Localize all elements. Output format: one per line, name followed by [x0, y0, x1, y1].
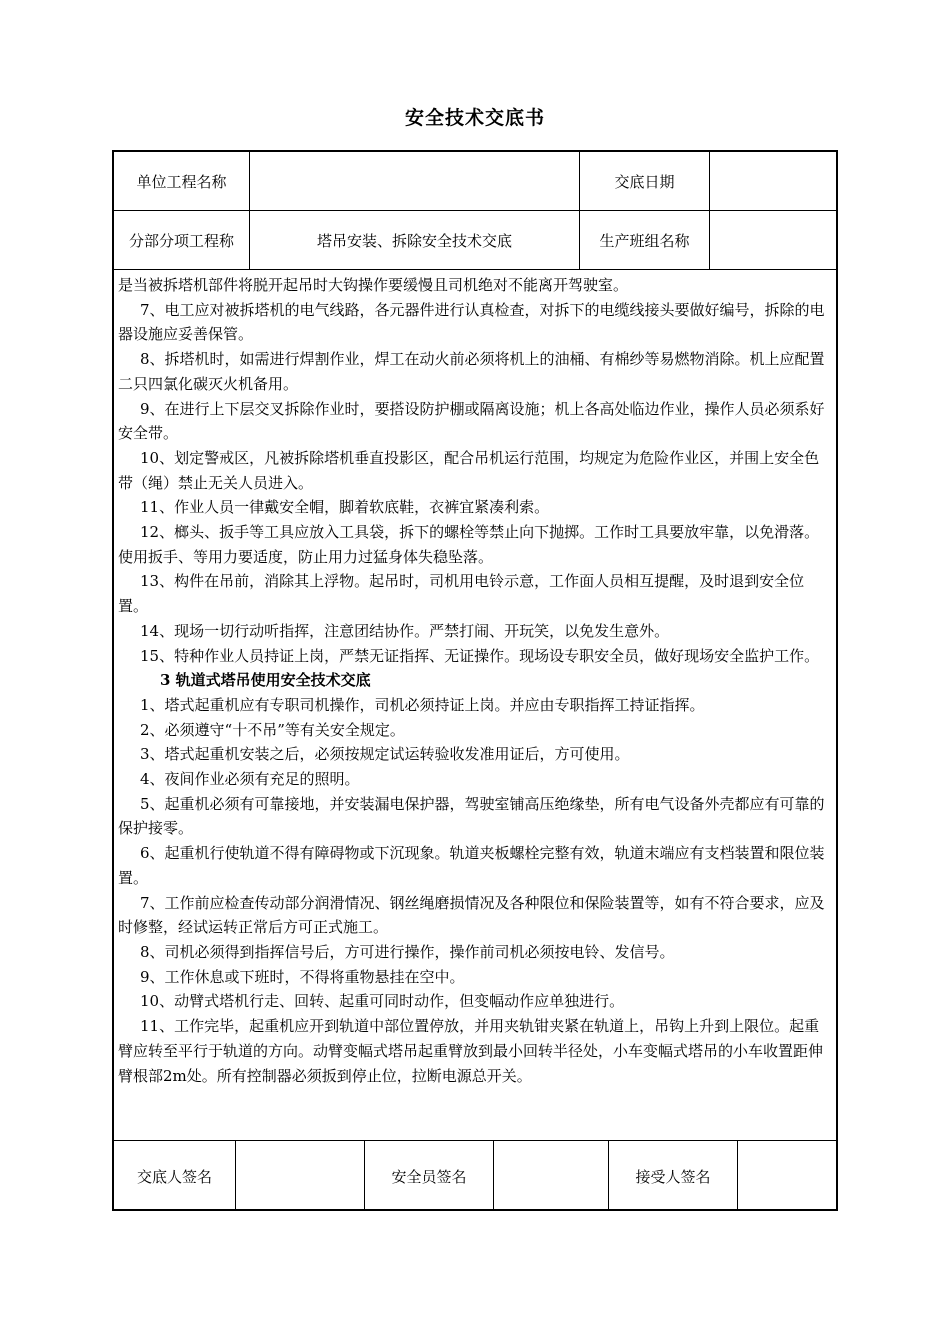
paragraph: 2、必须遵守“十不吊”等有关安全规定。 — [140, 720, 405, 739]
paragraph: 6、起重机行使轨道不得有障碍物或下沉现象。轨道夹板螺栓完整有效，轨道末端应有支档装置和限位装置。 — [118, 844, 825, 887]
safety-officer-signature-field[interactable] — [494, 1141, 608, 1211]
date-field[interactable] — [710, 152, 836, 210]
unit-project-label: 单位工程名称 — [136, 172, 227, 191]
sub-project-label: 分部分项工程称 — [128, 231, 234, 250]
paragraph: 12、榔头、扳手等工具应放入工具袋，拆下的螺栓等禁止向下抛掷。工作时工具要放牢靠，以免滑落。使用扳手、等用力要适度，防止用力过猛身体失稳坠落。 — [118, 523, 820, 566]
safety-officer-signature-label: 安全员签名 — [391, 1167, 467, 1186]
document-title: 安全技术交底书 — [404, 107, 545, 129]
paragraph: 9、在进行上下层交叉拆除作业时，要搭设防护棚或隔离设施；机上各高处临边作业，操作人员必须系好安全带。 — [118, 399, 825, 443]
paragraph: 5、起重机必须有可靠接地，并安装漏电保护器，驾驶室铺高压绝缘垫，所有电气设备外壳都应有可靠的保护接零。 — [118, 794, 825, 838]
paragraph: 4、夜间作业必须有充足的照明。 — [140, 770, 360, 789]
discloser-signature-label: 交底人签名 — [136, 1167, 212, 1186]
section-heading: 3 轨道式塔吊使用安全技术交底 — [160, 671, 371, 690]
paragraph: 10、划定警戒区，凡被拆除塔机垂直投影区，配合吊机运行范围，均规定为危险作业区，并围上安全色带（绳）禁止无关人员进入。 — [118, 448, 820, 492]
date-label: 交底日期 — [614, 172, 675, 191]
paragraph: 11、作业人员一律戴安全帽，脚着软底鞋，衣裤宜紧凑利索。 — [140, 498, 550, 517]
paragraph: 8、司机必须得到指挥信号后，方可进行操作，操作前司机必须按电铃、发信号。 — [140, 942, 675, 961]
receiver-signature-field[interactable] — [738, 1141, 836, 1211]
row-divider — [114, 269, 836, 270]
paragraph: 7、电工应对被拆塔机的电气线路，各元器件进行认真检查，对拆下的电缆线接头要做好编号，拆除的电器设施应妥善保管。 — [118, 300, 825, 344]
paragraph: 3、塔式起重机安装之后，必须按规定试运转验收发准用证后，方可使用。 — [140, 745, 630, 764]
paragraph: 8、拆塔机时，如需进行焊割作业，焊工在动火前必须将机上的油桶、有棉纱等易燃物消除。机上应配置二只四氯化碳灭火机备用。 — [118, 350, 825, 393]
team-field[interactable] — [710, 211, 836, 269]
receiver-signature-label: 接受人签名 — [635, 1167, 711, 1186]
paragraph: 14、现场一切行动听指挥，注意团结协作。严禁打闹、开玩笑，以免发生意外。 — [140, 621, 670, 640]
unit-project-field[interactable] — [250, 152, 579, 210]
paragraph: 是当被拆塔机部件将脱开起吊时大钩操作要缓慢且司机绝对不能离开驾驶室。 — [118, 276, 629, 294]
paragraph: 15、特种作业人员持证上岗，严禁无证指挥、无证操作。现场设专职安全员，做好现场安全监护工作。 — [140, 646, 820, 665]
paragraph: 13、构件在吊前，消除其上浮物。起吊时，司机用电铃示意，工作面人员相互提醒，及时退到安全位置。 — [118, 572, 805, 616]
paragraph: 7、工作前应检查传动部分润滑情况、钢丝绳磨损情况及各种限位和保险装置等，如有不符合要求，应及时修整，经试运转正常后方可正式施工。 — [118, 893, 825, 937]
paragraph: 10、动臂式塔机行走、回转、起重可同时动作，但变幅动作应单独进行。 — [140, 992, 625, 1011]
sub-project-field[interactable]: 塔吊安装、拆除安全技术交底 — [316, 231, 512, 250]
paragraph: 1、塔式起重机应有专职司机操作，司机必须持证上岗。并应由专职指挥工持证指挥。 — [140, 695, 705, 714]
paragraph: 9、工作休息或下班时，不得将重物悬挂在空中。 — [140, 967, 465, 986]
disclosure-form — [112, 150, 838, 1211]
paragraph: 11、工作完毕，起重机应开到轨道中部位置停放，并用夹轨钳夹紧在轨道上，吊钩上升到上限位。起重臂应转至平行于轨道的方向。动臂变幅式塔吊起重臂放到最小回转半径处，小车变幅式塔吊的小车收置距伸臂根部2m处。所有控制器必须扳到停止位，拉断电源总开关。 — [118, 1017, 824, 1085]
team-label: 生产班组名称 — [599, 231, 690, 250]
discloser-signature-field[interactable] — [236, 1141, 364, 1211]
disclosure-content — [118, 273, 834, 1088]
